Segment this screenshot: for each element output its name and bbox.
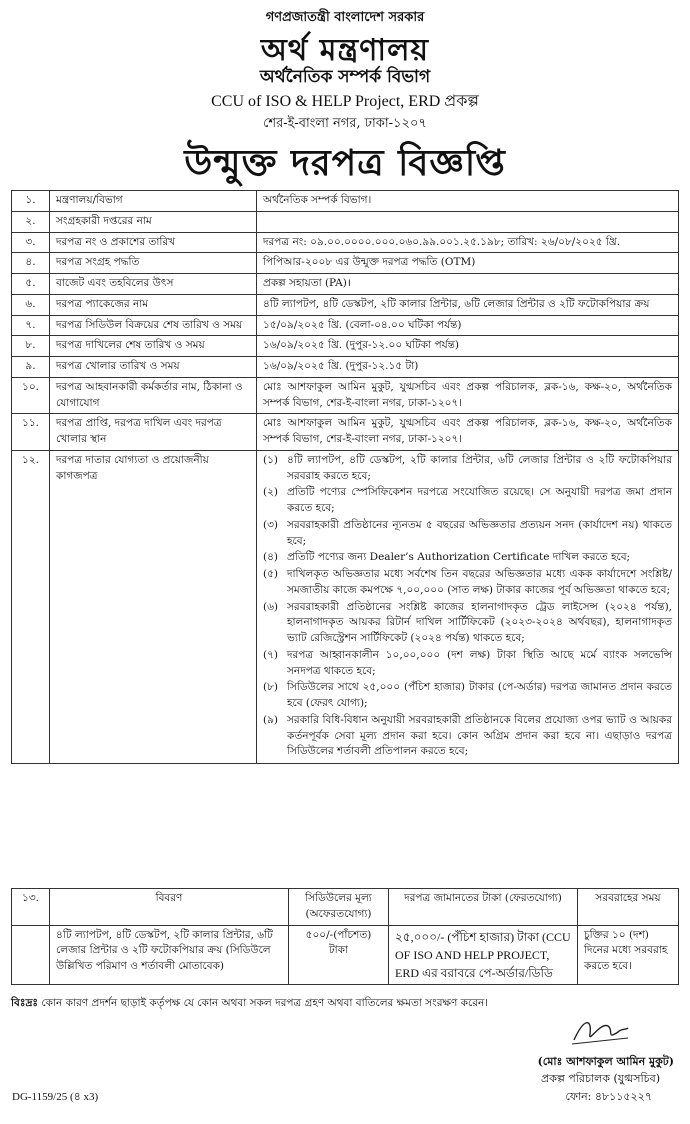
delivery-time: চুক্তির ১০ (দশ) দিনের মধ্যে সরবরাহ করতে হবে। xyxy=(578,925,679,984)
package-header-row xyxy=(12,889,679,926)
row-value: অর্থনৈতিক সম্পর্ক বিভাগ। xyxy=(257,191,679,212)
row-number: ১৩. xyxy=(12,889,50,926)
requirement-item xyxy=(263,485,672,517)
handwritten-signature xyxy=(570,1012,630,1048)
table-row xyxy=(12,377,679,414)
package-description: ৪টি ল্যাপটপ, ৪টি ডেস্কটপ, ২টি কালার প্রিন্টার, ৬টি লেজার প্রিন্টার ও ২টি ফটোকপিয়ার ক্রয় (সিডিউলে উল্লিখিত পরিমাণ ও শর্তাবলী মোতাবেক) xyxy=(50,925,289,984)
row-number: ৪. xyxy=(12,253,50,274)
row-label: দরপত্র সিডিউল বিক্রয়ের শেষ তারিখ ও সময় xyxy=(50,315,257,336)
row-label: দরপত্র প্রাপ্তি, দরপত্র দাখিল এবং দরপত্র খোলার স্থান xyxy=(50,414,257,451)
requirement-text: প্রতিটি পণ্যের স্পেসিফিকেশন দরপত্রে সংযোজিত রয়েছে। সে অনুযায়ী দরপত্র জমা প্রদান করতে হবে; xyxy=(287,486,672,514)
project-name: CCU of ISO & HELP Project, ERD প্রকল্প xyxy=(211,93,479,110)
requirement-text: সরবরাহকারী প্রতিষ্ঠানের ন্যূনতম ৫ বছরের অভিজ্ঞতার প্রত্যয়ন সনদ (কার্যাদেশ নয়) থাকতে হবে; xyxy=(287,518,672,547)
signatory-phone: ফোন: ৪৮১১৫২২৭ xyxy=(565,1090,652,1103)
table-row xyxy=(12,232,679,253)
security-amount: ২৫,০০০/- (পঁচিশ হাজার) টাকা (CCU OF ISO AND HELP PROJECT, ERD এর বরাবরে পে-অর্ডার/ডিডি xyxy=(389,925,578,984)
requirement-item xyxy=(263,518,672,550)
signatory-designation: প্রকল্প পরিচালক (যুগ্মসচিব) xyxy=(541,1072,660,1085)
row-number: ৫. xyxy=(12,274,50,295)
requirement-number: (১) xyxy=(263,453,279,466)
row-label: দরপত্র প্যাকেজের নাম xyxy=(50,294,257,315)
row-value: মোঃ আশফাকুল আমিন মুকুট, যুগ্মসচিব এবং প্রকল্প পরিচালক, ব্লক-১৬, কক্ষ-২০, অর্থনৈতিক সম্পর্ক বিভাগ, শের-ই-বাংলা নগর, ঢাকা-১২০৭। xyxy=(257,414,679,451)
requirements-row xyxy=(12,450,679,763)
requirements-list-cell xyxy=(257,450,679,763)
package-table xyxy=(11,888,679,985)
requirement-text: সিডিউলের সাথে ২৫,০০০ (পঁচিশ হাজার) টাকার (পে-অর্ডার) দরপত্র জামানত প্রদান করতে হবে (ফেরৎ যোগ্য); xyxy=(287,681,672,709)
table-row xyxy=(12,294,679,315)
ministry-name: অর্থ মন্ত্রণালয় xyxy=(260,33,430,68)
header-delivery-time: সরবরাহের সময় xyxy=(578,889,679,926)
table-row xyxy=(12,274,679,295)
requirement-text: সরবরাহকারী প্রতিষ্ঠানের সংশ্লিষ্ট কাজের হালনাগাদকৃত ট্রেড লাইসেন্স (২০২৪ পর্যন্ত), হালনাগাদকৃত আয়কর রিটার্ন দাখিল সার্টিফিকেট (২০২৩-২০২৪ অর্থবছর), হালনাগাদকৃত ভ্যাট রেজিস্ট্রেশন সার্টিফিকেট (২০২৪ পর্যন্ত) থাকতে হবে; xyxy=(287,600,672,644)
note-label: বিঃদ্রঃ xyxy=(11,997,39,1009)
row-value: ১৬/০৯/২০২৫ খ্রি. (দুপুর-১২.০০ ঘটিকা পর্যন্ত) xyxy=(257,336,679,357)
row-value: ১৬/০৯/২০২৫ খ্রি. (দুপুর-১২.১৫ টা) xyxy=(257,357,679,378)
requirements-list xyxy=(263,453,672,760)
requirement-text: দাখিলকৃত অভিজ্ঞতার মধ্যে সর্বশেষ তিন বছরের অভিজ্ঞতার মধ্যে একক কার্যাদেশে সংশ্লিষ্ট/সমজাতীয় কাজে কমপক্ষে ৭,০০,০০০ (সাত লক্ষ) টাকার কাজের পূর্ব অভিজ্ঞতা থাকতে হবে; xyxy=(287,568,672,596)
requirement-number: (২) xyxy=(263,486,279,499)
requirement-item xyxy=(263,453,672,485)
row-label: দরপত্র দাখিলের শেষ তারিখ ও সময় xyxy=(50,336,257,357)
requirement-item xyxy=(263,713,672,760)
row-number: ৩. xyxy=(12,232,50,253)
requirement-number: (৮) xyxy=(263,681,279,694)
table-row xyxy=(12,315,679,336)
row-number: ২. xyxy=(12,211,50,232)
table-row xyxy=(12,357,679,378)
package-value-row xyxy=(12,925,679,984)
schedule-price: ৫০০/-(পাঁচশত) টাকা xyxy=(289,925,389,984)
row-value: ১৫/০৯/২০২৫ খ্রি. (বেলা-০৪.০০ ঘটিকা পর্যন্ত) xyxy=(257,315,679,336)
requirement-number: (৫) xyxy=(263,568,279,580)
requirement-text: সরকারি বিধি-বিধান অনুযায়ী সরবরাহকারী প্রতিষ্ঠানকে বিলের প্রযোজ্য ওপর ভ্যাট ও আয়কর কর্তনপূর্বক সেবা মূল্য প্রদান করা হবে। কোন অগ্রিম প্রদান করা হবে না। এছাড়াও দরপত্র সিডিউলের শর্তাবলী প্রতিপালন করতে হবে; xyxy=(287,713,672,758)
row-value xyxy=(257,211,679,232)
empty-cell xyxy=(12,925,50,984)
table-row xyxy=(12,191,679,212)
row-number: ১. xyxy=(12,191,50,212)
requirement-item xyxy=(263,567,672,599)
row-value: ৪টি ল্যাপটপ, ৪টি ডেস্কটপ, ২টি কালার প্রিন্টার, ৬টি লেজার প্রিন্টার ও ২টি ফটোকপিয়ার ক্রয় xyxy=(257,294,679,315)
row-number: ৭. xyxy=(12,315,50,336)
row-label: দরপত্র খোলার তারিখ ও সময় xyxy=(50,357,257,378)
requirement-text: ৪টি ল্যাপটপ, ৪টি ডেস্কটপ, ২টি কালার প্রিন্টার, ৬টি লেজার প্রিন্টার ও ২টি ফটোকপিয়ার সরবরাহ করতে হবে; xyxy=(287,453,672,482)
row-number: ৬. xyxy=(12,294,50,315)
table-row xyxy=(12,253,679,274)
notice-title: উন্মুক্ত দরপত্র বিজ্ঞপ্তি xyxy=(184,142,506,184)
row-number: ১০. xyxy=(12,377,50,414)
requirement-number: (৯) xyxy=(263,713,279,726)
row-label: বাজেট এবং তহবিলের উৎস xyxy=(50,274,257,295)
header-schedule-price: সিডিউলের মূল্য (অফেরতযোগ্য) xyxy=(289,889,389,926)
header-security: দরপত্র জামানতের টাকা (ফেরতযোগ্য) xyxy=(389,889,578,926)
table-row xyxy=(12,211,679,232)
requirement-number: (৬) xyxy=(263,600,279,613)
row-number: ১১. xyxy=(12,414,50,451)
row-value: পিপিআর-২০০৮ এর উন্মুক্ত দরপত্র পদ্ধতি (OTM) xyxy=(257,253,679,274)
signatory-name: (মোঃ আশফাকুল আমিন মুকুট) xyxy=(537,1055,674,1068)
requirement-text: দরপত্র আহ্বানকালীন ১০,০০,০০০ (দশ লক্ষ) টাকা স্থিতি আছে মর্মে ব্যাংক সলভেন্সি সনদপত্র থাকতে হবে; xyxy=(287,648,672,677)
row-value: প্রকল্প সহায়তা (PA)। xyxy=(257,274,679,295)
government-name: গণপ্রজাতন্ত্রী বাংলাদেশ সরকার xyxy=(265,10,425,25)
row-number: ৮. xyxy=(12,336,50,357)
row-label: সংগ্রহকারী দপ্তরের নাম xyxy=(50,211,257,232)
requirement-item xyxy=(263,680,672,712)
dg-reference: DG-1159/25 (৪ x3) xyxy=(12,1091,99,1103)
requirement-item xyxy=(263,648,672,680)
row-label: মন্ত্রণালয়/বিভাগ xyxy=(50,191,257,212)
row-label: দরপত্র নং ও প্রকাশের তারিখ xyxy=(50,232,257,253)
requirement-number: (৪) xyxy=(263,551,279,564)
row-number: ১২. xyxy=(12,450,50,763)
row-value: মোঃ আশফাকুল আমিন মুকুট, যুগ্মসচিব এবং প্রকল্প পরিচালক, ব্লক-১৬, কক্ষ-২০, অর্থনৈতিক সম্পর্ক বিভাগ, শের-ই-বাংলা নগর, ঢাকা-১২০৭। xyxy=(257,377,679,414)
requirement-number: (৩) xyxy=(263,518,279,531)
row-label: দরপত্র দাতার যোগ্যতা ও প্রয়োজনীয় কাগজপত্র xyxy=(50,450,257,763)
requirement-number: (৭) xyxy=(263,648,279,661)
table-row xyxy=(12,336,679,357)
division-name: অর্থনৈতিক সম্পর্ক বিভাগ xyxy=(259,67,431,87)
row-label: দরপত্র সংগ্রহ পদ্ধতি xyxy=(50,253,257,274)
tender-rows xyxy=(12,191,679,451)
requirement-text: প্রতিটি পণ্যের জন্য Dealer’s Authorization Certificate দাখিল করতে হবে; xyxy=(287,551,631,564)
header-description: বিবরণ xyxy=(50,889,289,926)
table-row xyxy=(12,414,679,451)
requirement-item xyxy=(263,600,672,647)
requirement-item xyxy=(263,550,672,566)
row-label: দরপত্র আহবানকারী কর্মকর্তার নাম, ঠিকানা ও যোগাযোগ xyxy=(50,377,257,414)
office-address: শের-ই-বাংলা নগর, ঢাকা-১২০৭ xyxy=(263,116,427,131)
tender-table xyxy=(11,190,679,764)
note-text: কোন কারণ প্রদর্শন ছাড়াই কর্তৃপক্ষ যে কোন অথবা সকল দরপত্র গ্রহণ অথবা বাতিলের ক্ষমতা সংরক্ষণ করেন। xyxy=(41,997,489,1009)
row-number: ৯. xyxy=(12,357,50,378)
note xyxy=(11,996,679,1013)
row-value: দরপত্র নং: ০৯.০০.০০০০.০০০.০৬০.৯৯.০০১.২৫.১৯৮; তারিখ: ২৬/০৮/২০২৫ খ্রি. xyxy=(257,232,679,253)
